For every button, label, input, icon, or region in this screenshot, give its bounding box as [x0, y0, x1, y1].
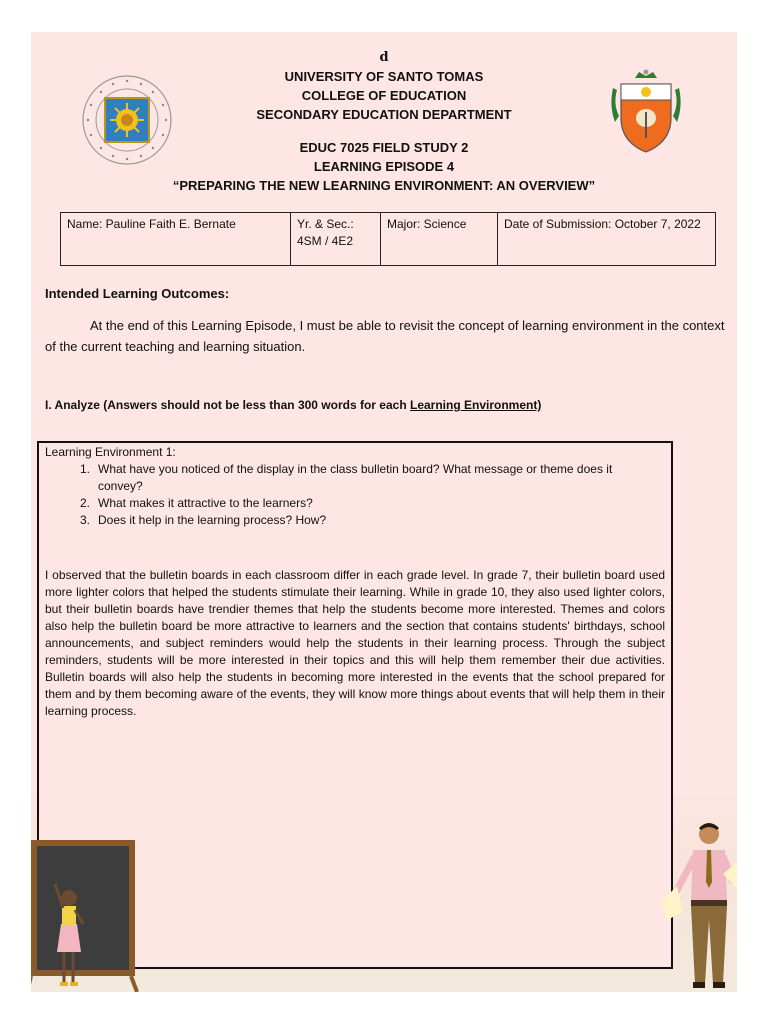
question-text: Does it help in the learning process? How?: [98, 513, 327, 527]
course-name: EDUC 7025 FIELD STUDY 2: [299, 140, 469, 155]
list-item: [45, 461, 645, 495]
question-list: [45, 461, 645, 529]
episode-name: LEARNING EPISODE 4: [313, 159, 455, 174]
question-number: 3.: [79, 513, 90, 527]
year-section-cell: Yr. & Sec.: 4SM / 4E2: [291, 213, 381, 266]
teacher-illustration: [659, 816, 737, 992]
question-text: What makes it attractive to the learners?: [98, 496, 313, 510]
document-page: [31, 32, 737, 992]
document-title: “PREPARING THE NEW LEARNING ENVIRONMENT: AN OVERVIEW”: [172, 178, 596, 193]
question-number: 1.: [79, 462, 90, 476]
analyze-heading: [45, 398, 541, 412]
student-info-table: [60, 212, 716, 266]
learning-environment-title: Learning Environment 1:: [45, 445, 176, 459]
document-header: [31, 48, 737, 195]
name-cell: Name: Pauline Faith E. Bernate: [61, 213, 291, 266]
major-cell: Major: Science: [381, 213, 498, 266]
department-name: SECONDARY EDUCATION DEPARTMENT: [256, 107, 512, 122]
outcomes-heading: Intended Learning Outcomes:: [45, 286, 230, 301]
list-item: [45, 512, 645, 529]
header-marker: d: [379, 50, 389, 65]
list-item: [45, 495, 645, 512]
analyze-underlined: Learning Environment): [409, 398, 542, 412]
answer-paragraph: I observed that the bulletin boards in each classroom differ in each grade level. In grade 7, their bulletin board used more lighter colors that helped the students stimulate their learning. While in grade 10, they also used lighter colors, but their bulletin boards have trendier themes that help the students become more interested. Themes and colors also help the bulletin board be more attractive to learners and the section that contains students' birthdays, school announcements, and subject reminders would help the students in their learning process. Through the subject reminders, students will be more interested in their topics and this will help them remember their due activities. Bulletin boards will also help the students in becoming more interested in the events that the school prepared for them and by them becoming aware of the events, they will know more things about events that will help them in their learning process.: [45, 568, 665, 718]
question-number: 2.: [79, 496, 90, 510]
chalkboard-girl-illustration: [31, 832, 141, 992]
outcomes-text: At the end of this Learning Episode, I must be able to revisit the concept of learning environment in the context of the current teaching and learning situation.: [45, 318, 725, 354]
date-cell: Date of Submission: October 7, 2022: [498, 213, 716, 266]
analyze-prefix: I. Analyze (Answers should not be less than 300 words for each: [45, 398, 410, 412]
university-name: UNIVERSITY OF SANTO TOMAS: [284, 69, 484, 84]
question-text: What have you noticed of the display in the class bulletin board? What message or theme does it convey?: [98, 462, 613, 493]
college-name: COLLEGE OF EDUCATION: [301, 88, 467, 103]
